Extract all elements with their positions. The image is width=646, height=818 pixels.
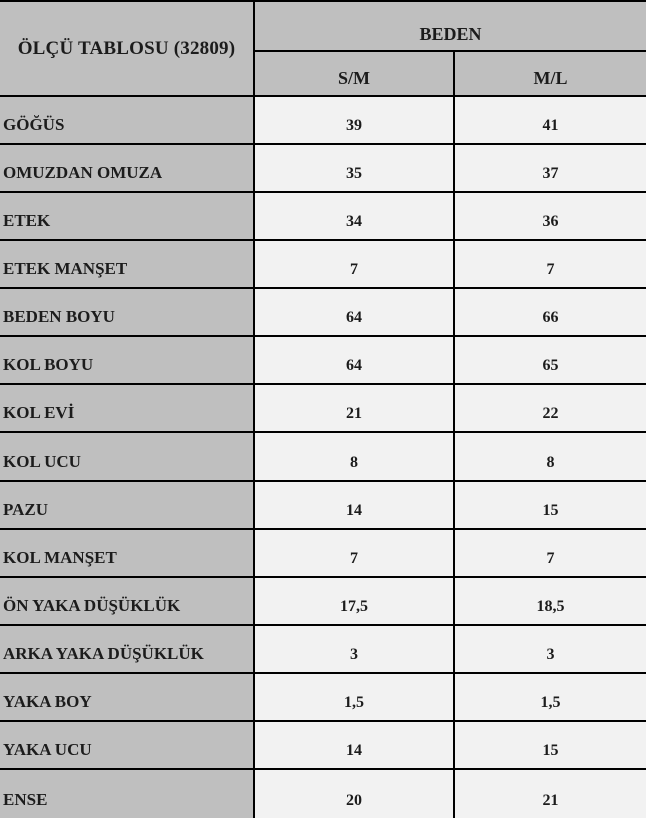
row-label-pazu: PAZU [0,482,255,530]
row-value-sm: 39 [255,97,455,145]
row-value-sm: 3 [255,626,455,674]
row-value-ml: 36 [455,193,646,241]
row-label-ense: ENSE [0,770,255,818]
row-label-kol-manset: KOL MANŞET [0,530,255,578]
row-value-sm: 7 [255,530,455,578]
row-value-sm: 1,5 [255,674,455,722]
row-value-sm: 8 [255,433,455,481]
row-value-ml: 21 [455,770,646,818]
row-label-kol-ucu: KOL UCU [0,433,255,481]
row-value-sm: 21 [255,385,455,433]
row-value-sm: 35 [255,145,455,193]
row-value-sm: 7 [255,241,455,289]
row-value-ml: 18,5 [455,578,646,626]
row-label-gogus: GÖĞÜS [0,97,255,145]
row-label-omuzdan-omuza: OMUZDAN OMUZA [0,145,255,193]
row-value-sm: 17,5 [255,578,455,626]
row-value-sm: 64 [255,289,455,337]
row-label-yaka-ucu: YAKA UCU [0,722,255,770]
row-label-etek: ETEK [0,193,255,241]
row-value-sm: 20 [255,770,455,818]
row-value-sm: 14 [255,722,455,770]
row-label-kol-boyu: KOL BOYU [0,337,255,385]
row-label-etek-manset: ETEK MANŞET [0,241,255,289]
row-value-ml: 3 [455,626,646,674]
row-value-ml: 15 [455,722,646,770]
row-value-sm: 34 [255,193,455,241]
row-value-ml: 41 [455,97,646,145]
row-value-ml: 22 [455,385,646,433]
row-label-arka-yaka-dusukluk: ARKA YAKA DÜŞÜKLÜK [0,626,255,674]
row-value-ml: 1,5 [455,674,646,722]
row-value-ml: 7 [455,530,646,578]
row-label-on-yaka-dusukluk: ÖN YAKA DÜŞÜKLÜK [0,578,255,626]
header-size-ml: M/L [455,52,646,97]
row-value-ml: 65 [455,337,646,385]
row-value-ml: 15 [455,482,646,530]
row-label-yaka-boy: YAKA BOY [0,674,255,722]
row-label-beden-boyu: BEDEN BOYU [0,289,255,337]
header-group-beden: BEDEN [255,2,646,52]
row-value-sm: 14 [255,482,455,530]
header-size-sm: S/M [255,52,455,97]
row-value-ml: 7 [455,241,646,289]
row-value-ml: 8 [455,433,646,481]
row-value-ml: 66 [455,289,646,337]
row-value-sm: 64 [255,337,455,385]
row-label-kol-evi: KOL EVİ [0,385,255,433]
table-title: ÖLÇÜ TABLOSU (32809) [0,2,255,97]
row-value-ml: 37 [455,145,646,193]
